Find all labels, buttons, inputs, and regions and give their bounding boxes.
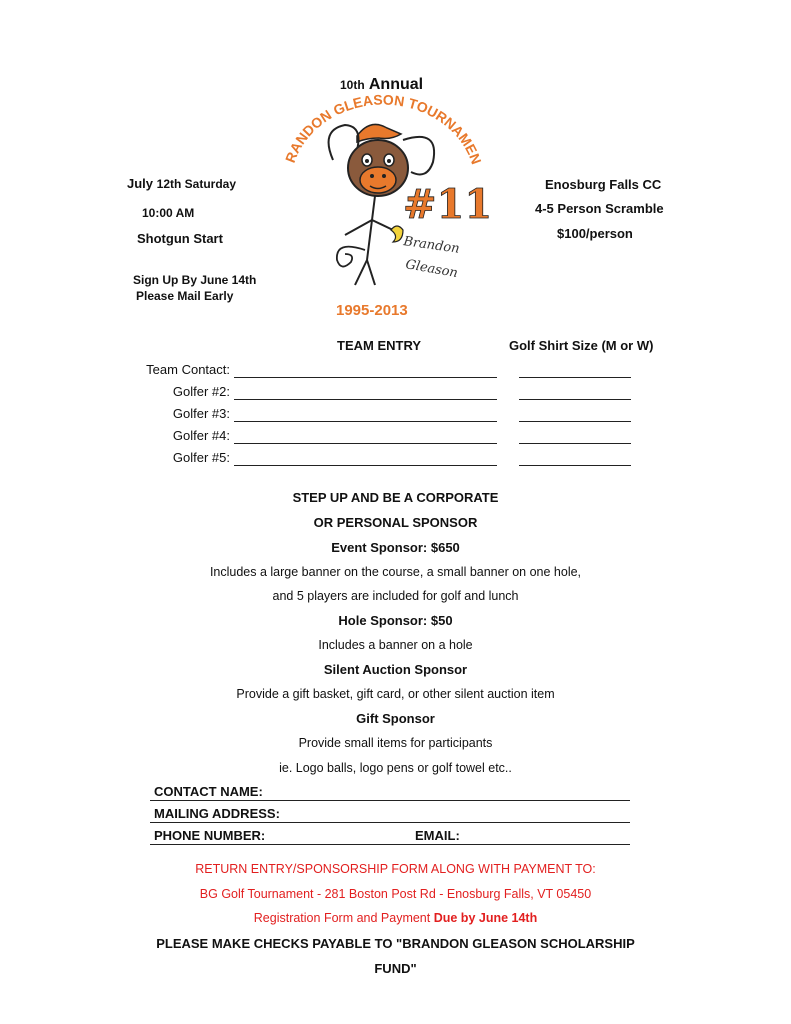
signup-deadline: Sign Up By June 14th [133, 273, 257, 287]
mailing-address-field[interactable] [150, 822, 630, 823]
event-sponsor-desc-1: Includes a large banner on the course, a small banner on one hole, [209, 565, 582, 579]
silent-auction-desc: Provide a gift basket, gift card, or other silent auction item [236, 687, 555, 701]
gift-sponsor-title: Gift Sponsor [356, 711, 435, 726]
mailing-destination: BG Golf Tournament - 281 Boston Post Rd - Enosburg Falls, VT 05450 [199, 887, 592, 901]
mailing-address-label: MAILING ADDRESS: [154, 806, 280, 821]
entry-label-golfer-3: Golfer #3: [172, 406, 230, 421]
arc-title-text: BRANDON GLEASON TOURNAMENT [269, 77, 485, 167]
banana-icon [391, 226, 403, 242]
start-type: Shotgun Start [137, 231, 223, 246]
entry-label-golfer-4: Golfer #4: [172, 428, 230, 443]
silent-auction-title: Silent Auction Sponsor [323, 662, 468, 677]
entry-label-golfer-5: Golfer #5: [172, 450, 230, 465]
event-date-rest: 12th Saturday [156, 177, 236, 191]
hole-sponsor-title: Hole Sponsor: $50 [338, 613, 453, 628]
golfer-4-shirt-field[interactable] [519, 443, 631, 444]
due-date-suffix: Due by June 14th [433, 911, 538, 925]
jersey-number: #11 [403, 181, 493, 228]
entry-label-team-contact: Team Contact: [146, 362, 230, 377]
phone-email-field[interactable] [150, 844, 630, 845]
edition-word: Annual [368, 76, 424, 93]
team-contact-field[interactable] [234, 377, 497, 378]
sponsor-heading-line1: STEP UP AND BE A CORPORATE [292, 490, 499, 505]
signature-first: Brandon [402, 234, 461, 257]
signature-last: Gleason [404, 257, 459, 282]
golfer-3-field[interactable] [234, 421, 497, 422]
team-entry-heading: TEAM ENTRY [337, 338, 422, 353]
team-contact-shirt-field[interactable] [519, 377, 631, 378]
event-sponsor-desc-2: and 5 players are included for golf and lunch [272, 589, 519, 603]
phone-number-label: PHONE NUMBER: [154, 828, 266, 843]
venue-name: Enosburg Falls CC [545, 177, 662, 192]
checks-payable-line1: PLEASE MAKE CHECKS PAYABLE TO "BRANDON GLEASON SCHOLARSHIP [156, 936, 635, 951]
golfer-5-shirt-field[interactable] [519, 465, 631, 466]
return-instructions: RETURN ENTRY/SPONSORSHIP FORM ALONG WITH PAYMENT TO: [195, 862, 596, 876]
checks-payable-line2: FUND" [374, 961, 417, 976]
event-date-month: July [127, 176, 154, 191]
golfer-5-field[interactable] [234, 465, 497, 466]
mail-early-note: Please Mail Early [136, 289, 234, 303]
event-time: 10:00 AM [142, 206, 195, 220]
sponsor-heading-line2: OR PERSONAL SPONSOR [313, 515, 478, 530]
entry-price: $100/person [557, 226, 633, 241]
due-date-prefix: Registration Form and Payment [253, 911, 431, 925]
contact-name-field[interactable] [150, 800, 630, 801]
shirt-size-heading: Golf Shirt Size (M or W) [509, 338, 654, 353]
gift-sponsor-desc-2: ie. Logo balls, logo pens or golf towel etc.. [279, 761, 512, 775]
golfer-2-field[interactable] [234, 399, 497, 400]
due-date-line [0, 911, 791, 925]
event-date [127, 176, 236, 191]
event-format: 4-5 Person Scramble [535, 201, 664, 216]
edition-number: 10th [340, 78, 365, 92]
contact-name-label: CONTACT NAME: [154, 784, 263, 799]
golfer-3-shirt-field[interactable] [519, 421, 631, 422]
hole-sponsor-desc: Includes a banner on a hole [318, 638, 473, 652]
event-sponsor-title: Event Sponsor: $650 [331, 540, 460, 555]
golfer-4-field[interactable] [234, 443, 497, 444]
email-label: EMAIL: [415, 828, 460, 843]
years-label: 1995-2013 [336, 302, 408, 319]
golfer-2-shirt-field[interactable] [519, 399, 631, 400]
entry-label-golfer-2: Golfer #2: [172, 384, 230, 399]
gift-sponsor-desc-1: Provide small items for participants [298, 736, 493, 750]
